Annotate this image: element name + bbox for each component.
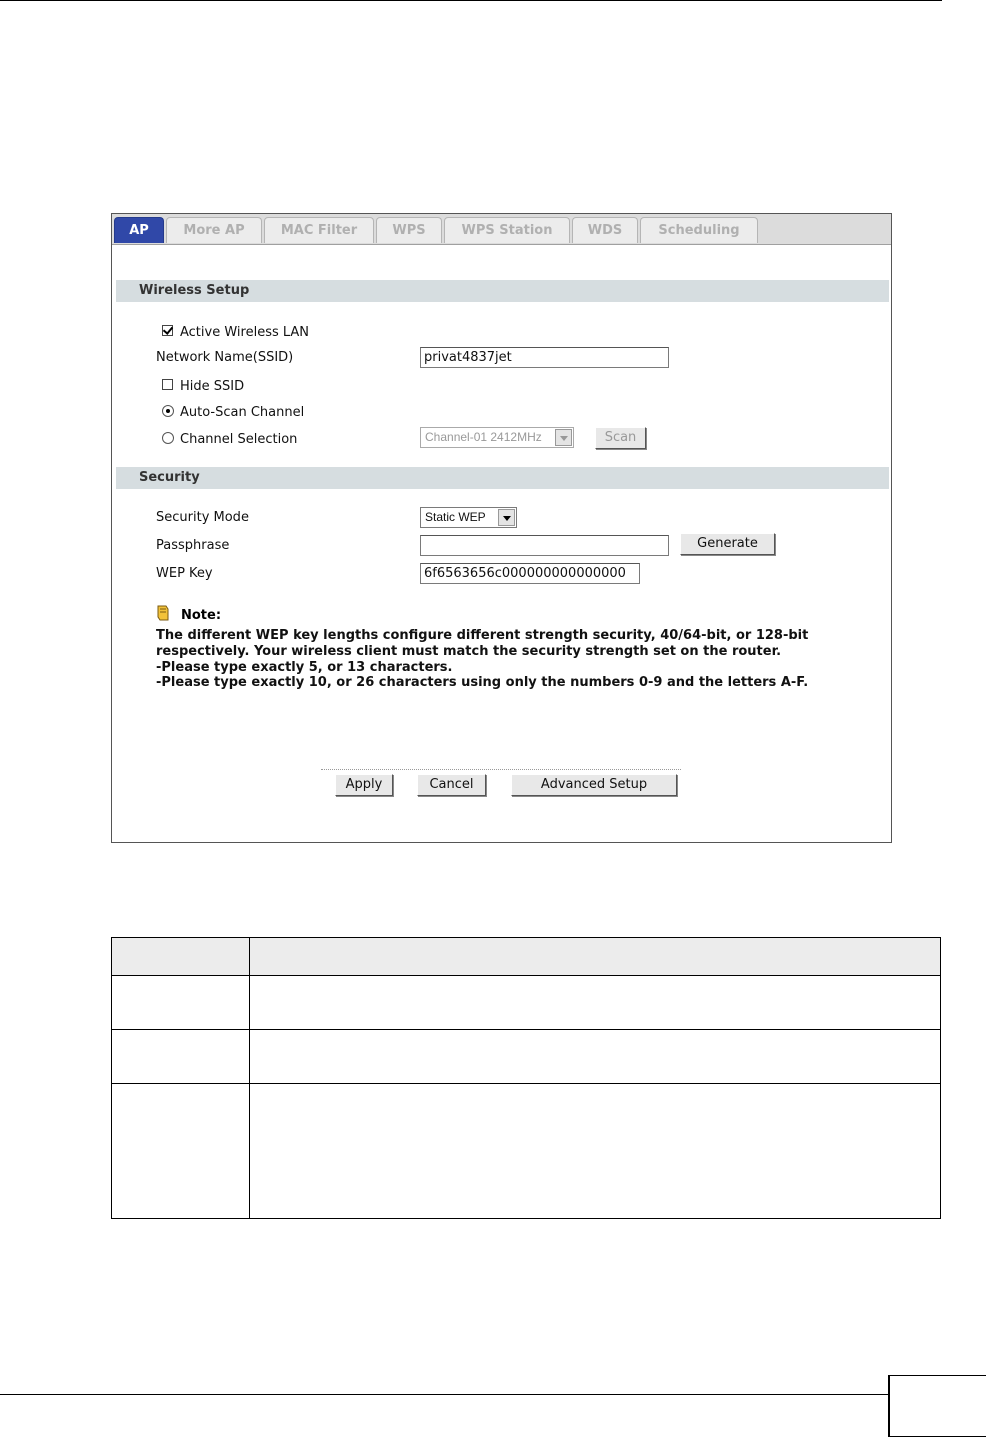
table-row [112, 976, 941, 1030]
hide-ssid-label: Hide SSID [180, 379, 245, 394]
tab-ap[interactable]: AP [114, 217, 164, 243]
table-cell [250, 938, 941, 976]
channel-selection-radio[interactable] [162, 432, 174, 444]
table-cell [250, 1084, 941, 1219]
note-line: The different WEP key lengths configure different strength security, 40/64-bit, or 128-bit respectively. Your wireless client must match the security strength set on the router. [156, 628, 809, 659]
table-cell [112, 1084, 250, 1219]
tab-mac-filter[interactable]: MAC Filter [264, 217, 374, 243]
generate-button[interactable]: Generate [680, 533, 775, 555]
advanced-setup-button[interactable]: Advanced Setup [511, 774, 677, 796]
chevron-down-icon [498, 509, 515, 526]
auto-scan-radio[interactable] [162, 405, 174, 417]
wireless-setup-header: Wireless Setup [116, 280, 889, 302]
tab-wps[interactable]: WPS [376, 217, 442, 243]
channel-select[interactable] [420, 427, 574, 448]
table-header-row [112, 938, 941, 976]
cancel-button[interactable]: Cancel [417, 774, 486, 796]
note-line: -Please type exactly 10, or 26 characters using only the numbers 0-9 and the letters A-F. [156, 675, 809, 691]
ssid-input[interactable]: privat4837jet [420, 347, 669, 368]
table-cell [112, 1030, 250, 1084]
security-mode-value: Static WEP [425, 510, 486, 524]
table-cell [112, 976, 250, 1030]
passphrase-label: Passphrase [156, 538, 230, 553]
security-mode-select[interactable] [420, 507, 517, 528]
note-icon [156, 605, 170, 621]
active-wireless-lan-checkbox[interactable] [162, 325, 173, 336]
page-number-box [888, 1375, 986, 1437]
table-row [112, 1084, 941, 1219]
apply-button[interactable]: Apply [335, 774, 393, 796]
scan-button[interactable]: Scan [595, 427, 646, 449]
security-mode-label: Security Mode [156, 510, 249, 525]
wep-key-input[interactable]: 6f6563656c000000000000000 [420, 563, 640, 584]
tab-bar [112, 214, 891, 245]
tab-more-ap[interactable]: More AP [166, 217, 262, 243]
description-table [111, 937, 941, 1219]
auto-scan-label: Auto-Scan Channel [180, 405, 305, 420]
channel-selection-label: Channel Selection [180, 432, 298, 447]
page-top-rule [0, 0, 942, 1]
table-cell [112, 938, 250, 976]
passphrase-input[interactable] [420, 535, 669, 556]
security-header: Security [116, 467, 889, 489]
wep-key-label: WEP Key [156, 566, 213, 581]
active-wireless-lan-label: Active Wireless LAN [180, 325, 310, 340]
page-bottom-rule [0, 1394, 888, 1395]
table-row [112, 1030, 941, 1084]
note-text [156, 628, 856, 691]
table-cell [250, 976, 941, 1030]
note-title: Note: [181, 608, 222, 623]
channel-select-value: Channel-01 2412MHz [425, 430, 542, 444]
wireless-ap-screen [111, 213, 892, 843]
table-cell [250, 1030, 941, 1084]
button-divider [321, 769, 681, 770]
tab-scheduling[interactable]: Scheduling [640, 217, 758, 243]
tab-wds[interactable]: WDS [572, 217, 638, 243]
tab-wps-station[interactable]: WPS Station [444, 217, 570, 243]
note-line: -Please type exactly 5, or 13 characters. [156, 659, 453, 675]
chevron-down-icon [555, 429, 572, 446]
network-name-label: Network Name(SSID) [156, 350, 294, 365]
hide-ssid-checkbox[interactable] [162, 379, 173, 390]
